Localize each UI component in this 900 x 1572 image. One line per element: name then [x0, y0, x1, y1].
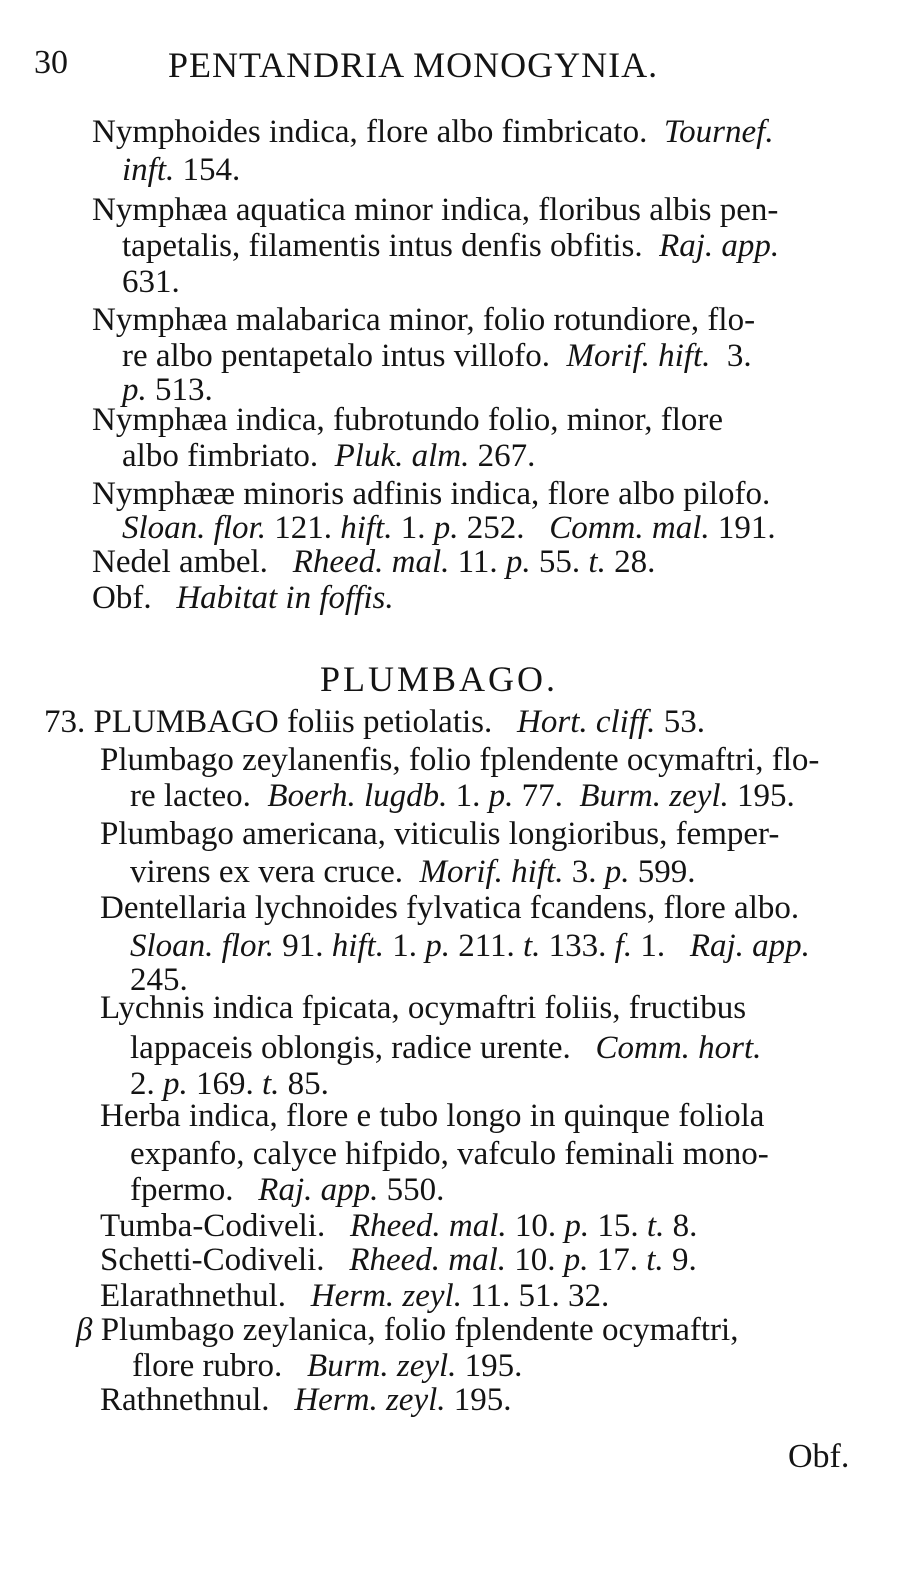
- body-text: Schetti-Codiveli.: [100, 1242, 350, 1278]
- body-text: 191.: [709, 510, 776, 546]
- text-line: [130, 1028, 761, 1068]
- text-line: [100, 888, 799, 928]
- body-text: re albo pentapetalo intus villofo.: [122, 338, 567, 374]
- body-text: albo fimbriato.: [122, 438, 335, 474]
- citation-text: hift.: [340, 510, 393, 546]
- body-text: expanfo, calyce hifpido, vafculo feminali mono-: [130, 1136, 769, 1172]
- text-line: [130, 1134, 769, 1174]
- text-line: [92, 300, 755, 340]
- body-text: 3.: [563, 854, 605, 890]
- text-line: [122, 336, 752, 376]
- citation-text: Raj. app.: [689, 928, 810, 964]
- text-line: [92, 400, 723, 440]
- body-text: 513.: [155, 372, 213, 408]
- citation-text: Rheed. mal.: [292, 544, 450, 580]
- citation-text: p.: [563, 1242, 589, 1278]
- body-text: 17.: [588, 1242, 647, 1278]
- citation-text: hift.: [331, 928, 384, 964]
- body-text: 267.: [469, 438, 536, 474]
- citation-text: Morif. hift.: [566, 338, 711, 374]
- citation-text: Comm. mal.: [549, 510, 710, 546]
- body-text: Nymphææ minoris adfinis indica, flore albo pilofo.: [92, 476, 771, 512]
- body-text: 11. 51. 32.: [461, 1278, 610, 1314]
- body-text: 73. PLUMBAGO foliis petiolatis.: [44, 704, 518, 740]
- text-line: [100, 1240, 697, 1280]
- body-text: 1.: [447, 778, 489, 814]
- citation-text: p.: [564, 1208, 590, 1244]
- text-line: [130, 1170, 444, 1210]
- citation-text: t.: [646, 1208, 665, 1244]
- body-text: 133.: [540, 928, 615, 964]
- body-text: 550.: [378, 1172, 445, 1208]
- citation-text: Habitat in foffis.: [176, 580, 394, 616]
- body-text: fpermo.: [130, 1172, 259, 1208]
- body-text: 9.: [663, 1242, 697, 1278]
- citation-text: p.: [163, 1066, 188, 1102]
- text-line: [122, 262, 180, 302]
- citation-text: Sloan. flor.: [122, 510, 266, 546]
- citation-text: Herm. zeyl.: [310, 1278, 462, 1314]
- body-text: flore rubro.: [132, 1348, 308, 1384]
- body-text: re lacteo.: [130, 778, 268, 814]
- citation-text: p.: [488, 778, 514, 814]
- text-line: [130, 926, 810, 966]
- body-text: 77.: [513, 778, 580, 814]
- citation-text: f.: [614, 928, 633, 964]
- body-text: virens ex vera cruce.: [130, 854, 420, 890]
- body-text: 252.: [458, 510, 550, 546]
- body-text: Nymphoides indica, flore albo fimbricato.: [92, 114, 664, 150]
- body-text: Nedel ambel.: [92, 544, 293, 580]
- body-text: Herba indica, flore e tubo longo in quinque foliola: [100, 1098, 765, 1134]
- body-text: Nymphæa aquatica minor indica, floribus albis pen-: [92, 192, 779, 228]
- citation-text: p.: [604, 854, 630, 890]
- citation-text: p.: [122, 372, 155, 408]
- text-line: [100, 1096, 764, 1136]
- text-line: [100, 1380, 512, 1420]
- body-text: 91.: [273, 928, 332, 964]
- text-line: [130, 776, 795, 816]
- body-text: 169.: [187, 1066, 262, 1102]
- body-text: Nymphæa malabarica minor, folio rotundiore, flo-: [92, 302, 756, 338]
- citation-text: p.: [433, 510, 459, 546]
- body-text: Dentellaria lychnoides fylvatica fcandens, flore albo.: [100, 890, 800, 926]
- body-text: 195.: [728, 778, 795, 814]
- body-text: 631.: [122, 264, 180, 300]
- text-line: [122, 436, 535, 476]
- citation-text: Raj. app.: [659, 228, 780, 264]
- citation-text: Rheed. mal.: [349, 1208, 507, 1244]
- body-text: 3.: [710, 338, 752, 374]
- body-text: 154.: [182, 152, 241, 188]
- body-text: 1.: [383, 928, 426, 964]
- citation-text: t.: [588, 544, 606, 580]
- citation-text: Hort. cliff.: [517, 704, 656, 740]
- text-line: [100, 988, 746, 1028]
- text-line: [44, 702, 705, 742]
- citation-text: β: [76, 1312, 101, 1348]
- citation-text: Comm. hort.: [595, 1030, 762, 1066]
- text-line: [100, 814, 779, 854]
- body-text: Tumba-Codiveli.: [100, 1208, 350, 1244]
- body-text: Obf.: [92, 580, 177, 616]
- text-line: [100, 740, 819, 780]
- body-text: 1.: [392, 510, 434, 546]
- body-text: 211.: [449, 928, 523, 964]
- page-number: 30: [34, 44, 68, 81]
- body-text: 10.: [506, 1242, 564, 1278]
- citation-text: Burm. zeyl.: [307, 1348, 457, 1384]
- body-text: 85.: [279, 1066, 329, 1102]
- citation-text: Boerh. lugdb.: [267, 778, 448, 814]
- text-line: [92, 542, 655, 582]
- body-text: 121.: [265, 510, 341, 546]
- body-text: Plumbago americana, viticulis longioribus, femper-: [100, 816, 780, 852]
- citation-text: Pluk. alm.: [334, 438, 470, 474]
- body-text: Elarathnethul.: [100, 1278, 311, 1314]
- text-line: [76, 1310, 738, 1350]
- citation-text: Herm. zeyl.: [294, 1382, 446, 1418]
- text-line: [122, 150, 240, 190]
- body-text: 2.: [130, 1066, 163, 1102]
- citation-text: Burm. zeyl.: [579, 778, 729, 814]
- body-text: 245.: [130, 962, 188, 998]
- body-text: 195.: [445, 1382, 512, 1418]
- body-text: 15.: [589, 1208, 647, 1244]
- citation-text: t.: [523, 928, 541, 964]
- citation-text: Rheed. mal.: [349, 1242, 507, 1278]
- body-text: 28.: [605, 544, 656, 580]
- citation-text: Tournef.: [663, 114, 774, 150]
- body-text: Nymphæa indica, fubrotundo folio, minor, flore: [92, 402, 724, 438]
- body-text: 599.: [629, 854, 696, 890]
- body-text: Rathnethnul.: [100, 1382, 295, 1418]
- body-text: 11.: [449, 544, 506, 580]
- body-text: Plumbago zeylanica, folio fplendente ocymaftri,: [100, 1312, 739, 1348]
- catchword: Obf.: [788, 1438, 850, 1475]
- text-line: [92, 112, 774, 152]
- section-title: PLUMBAGO.: [320, 659, 559, 699]
- text-line: [92, 578, 394, 618]
- citation-text: t.: [262, 1066, 280, 1102]
- body-text: tapetalis, filamentis intus denfis obfitis.: [122, 228, 660, 264]
- body-text: lappaceis oblongis, radice urente.: [130, 1030, 596, 1066]
- text-line: [92, 190, 778, 230]
- citation-text: t.: [646, 1242, 664, 1278]
- body-text: 53.: [655, 704, 705, 740]
- body-text: 195.: [456, 1348, 523, 1384]
- text-line: [130, 852, 695, 892]
- citation-text: inft.: [122, 152, 183, 188]
- body-text: 1.: [632, 928, 690, 964]
- body-text: Lychnis indica fpicata, ocymaftri foliis, fructibus: [100, 990, 747, 1026]
- body-text: Plumbago zeylanenfis, folio fplendente ocymaftri, flo-: [100, 742, 820, 778]
- citation-text: Raj. app.: [258, 1172, 379, 1208]
- citation-text: Sloan. flor.: [130, 928, 274, 964]
- citation-text: Morif. hift.: [419, 854, 564, 890]
- citation-text: p.: [505, 544, 531, 580]
- body-text: 55.: [530, 544, 589, 580]
- text-line: [122, 226, 779, 266]
- body-text: 10.: [506, 1208, 565, 1244]
- body-text: 8.: [664, 1208, 698, 1244]
- citation-text: p.: [425, 928, 450, 964]
- running-title: PENTANDRIA MONOGYNIA.: [168, 45, 659, 85]
